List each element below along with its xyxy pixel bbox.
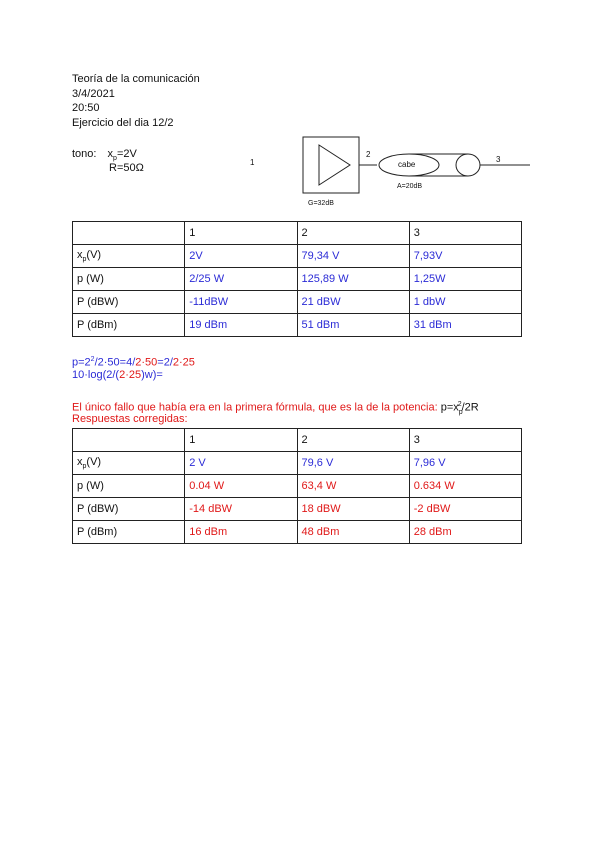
diagram-node-3: 3 (496, 155, 501, 164)
table-cell: 2V (185, 245, 297, 268)
xp-value: $x_p=2V$ (107, 148, 137, 163)
resistance-value: R=50Ω (109, 162, 144, 174)
calc-note-1: $p=2^2/2\cdot 50=4/2\cdot 50=2/2\cdot 25$ (72, 356, 195, 369)
results-table (72, 221, 522, 337)
table-row (73, 521, 522, 544)
table-header-cell: 2 (297, 429, 409, 452)
row-label: $x_p(V)$ (73, 245, 185, 268)
table-header-cell: 3 (409, 222, 521, 245)
corrected-results-table (72, 428, 522, 544)
diagram-node-2: 2 (366, 150, 371, 159)
row-label: P (dBm) (73, 314, 185, 337)
table-cell: 18 dBW (297, 498, 409, 521)
table-cell: -2 dBW (409, 498, 521, 521)
table-row (73, 245, 522, 268)
table-header-row (73, 429, 522, 452)
row-label: $x_p(V)$ (73, 452, 185, 475)
correction-subtitle: Respuestas corregidas: (72, 413, 188, 425)
table-row (73, 475, 522, 498)
doc-date: 3/4/2021 (72, 87, 115, 100)
table-cell: 63,4 W (297, 475, 409, 498)
table-row (73, 452, 522, 475)
table-cell: 125,89 W (297, 268, 409, 291)
table-cell: 16 dBm (185, 521, 297, 544)
table-header-cell: 3 (409, 429, 521, 452)
table-row (73, 498, 522, 521)
table-header-cell (73, 222, 185, 245)
calc-note-2: 10·log(2/(2·25)w)= (72, 369, 163, 381)
table-cell: 79,6 V (297, 452, 409, 475)
row-label: P (dBW) (73, 498, 185, 521)
table-cell: -14 dBW (185, 498, 297, 521)
doc-title: Teoría de la comunicación (72, 73, 200, 85)
table-header-row (73, 222, 522, 245)
table-cell: 28 dBm (409, 521, 521, 544)
row-label: p (W) (73, 475, 185, 498)
correction-text: El único fallo que había era en la primera fórmula, que es la de la potencia: $p=x_p^2/2R$ (72, 401, 479, 416)
circuit-diagram-svg (240, 130, 540, 215)
row-label: p (W) (73, 268, 185, 291)
tono-label: tono: (72, 148, 97, 160)
doc-time: 20:50 (72, 102, 100, 114)
table-cell: 51 dBm (297, 314, 409, 337)
table-cell: 48 dBm (297, 521, 409, 544)
table-cell: 1,25W (409, 268, 521, 291)
diagram-node-1: 1 (250, 158, 255, 167)
diagram-gain-label: G=32dB (308, 200, 334, 207)
table-header-cell: 1 (185, 222, 297, 245)
table-cell: 21 dBW (297, 291, 409, 314)
table-cell: 7,93V (409, 245, 521, 268)
circuit-diagram (240, 130, 540, 215)
table-row (73, 314, 522, 337)
table-cell: 79,34 V (297, 245, 409, 268)
table-cell: 1 dbW (409, 291, 521, 314)
table-cell: 2/25 W (185, 268, 297, 291)
doc-exercise: Ejercicio del dia 12/2 (72, 116, 174, 129)
table-header-cell: 2 (297, 222, 409, 245)
table-row (73, 268, 522, 291)
row-label: P (dBm) (73, 521, 185, 544)
table-cell: -11dBW (185, 291, 297, 314)
row-label: P (dBW) (73, 291, 185, 314)
table-cell: 0.634 W (409, 475, 521, 498)
diagram-cable-label: cabe (398, 160, 416, 169)
header (72, 72, 200, 130)
table-cell: 0.04 W (185, 475, 297, 498)
table-cell: 19 dBm (185, 314, 297, 337)
table-cell: 2 V (185, 452, 297, 475)
table-cell: 31 dBm (409, 314, 521, 337)
diagram-attenuation-label: A=20dB (397, 183, 423, 190)
table-header-cell (73, 429, 185, 452)
table-cell: 7,96 V (409, 452, 521, 475)
table-header-cell: 1 (185, 429, 297, 452)
table-row (73, 291, 522, 314)
